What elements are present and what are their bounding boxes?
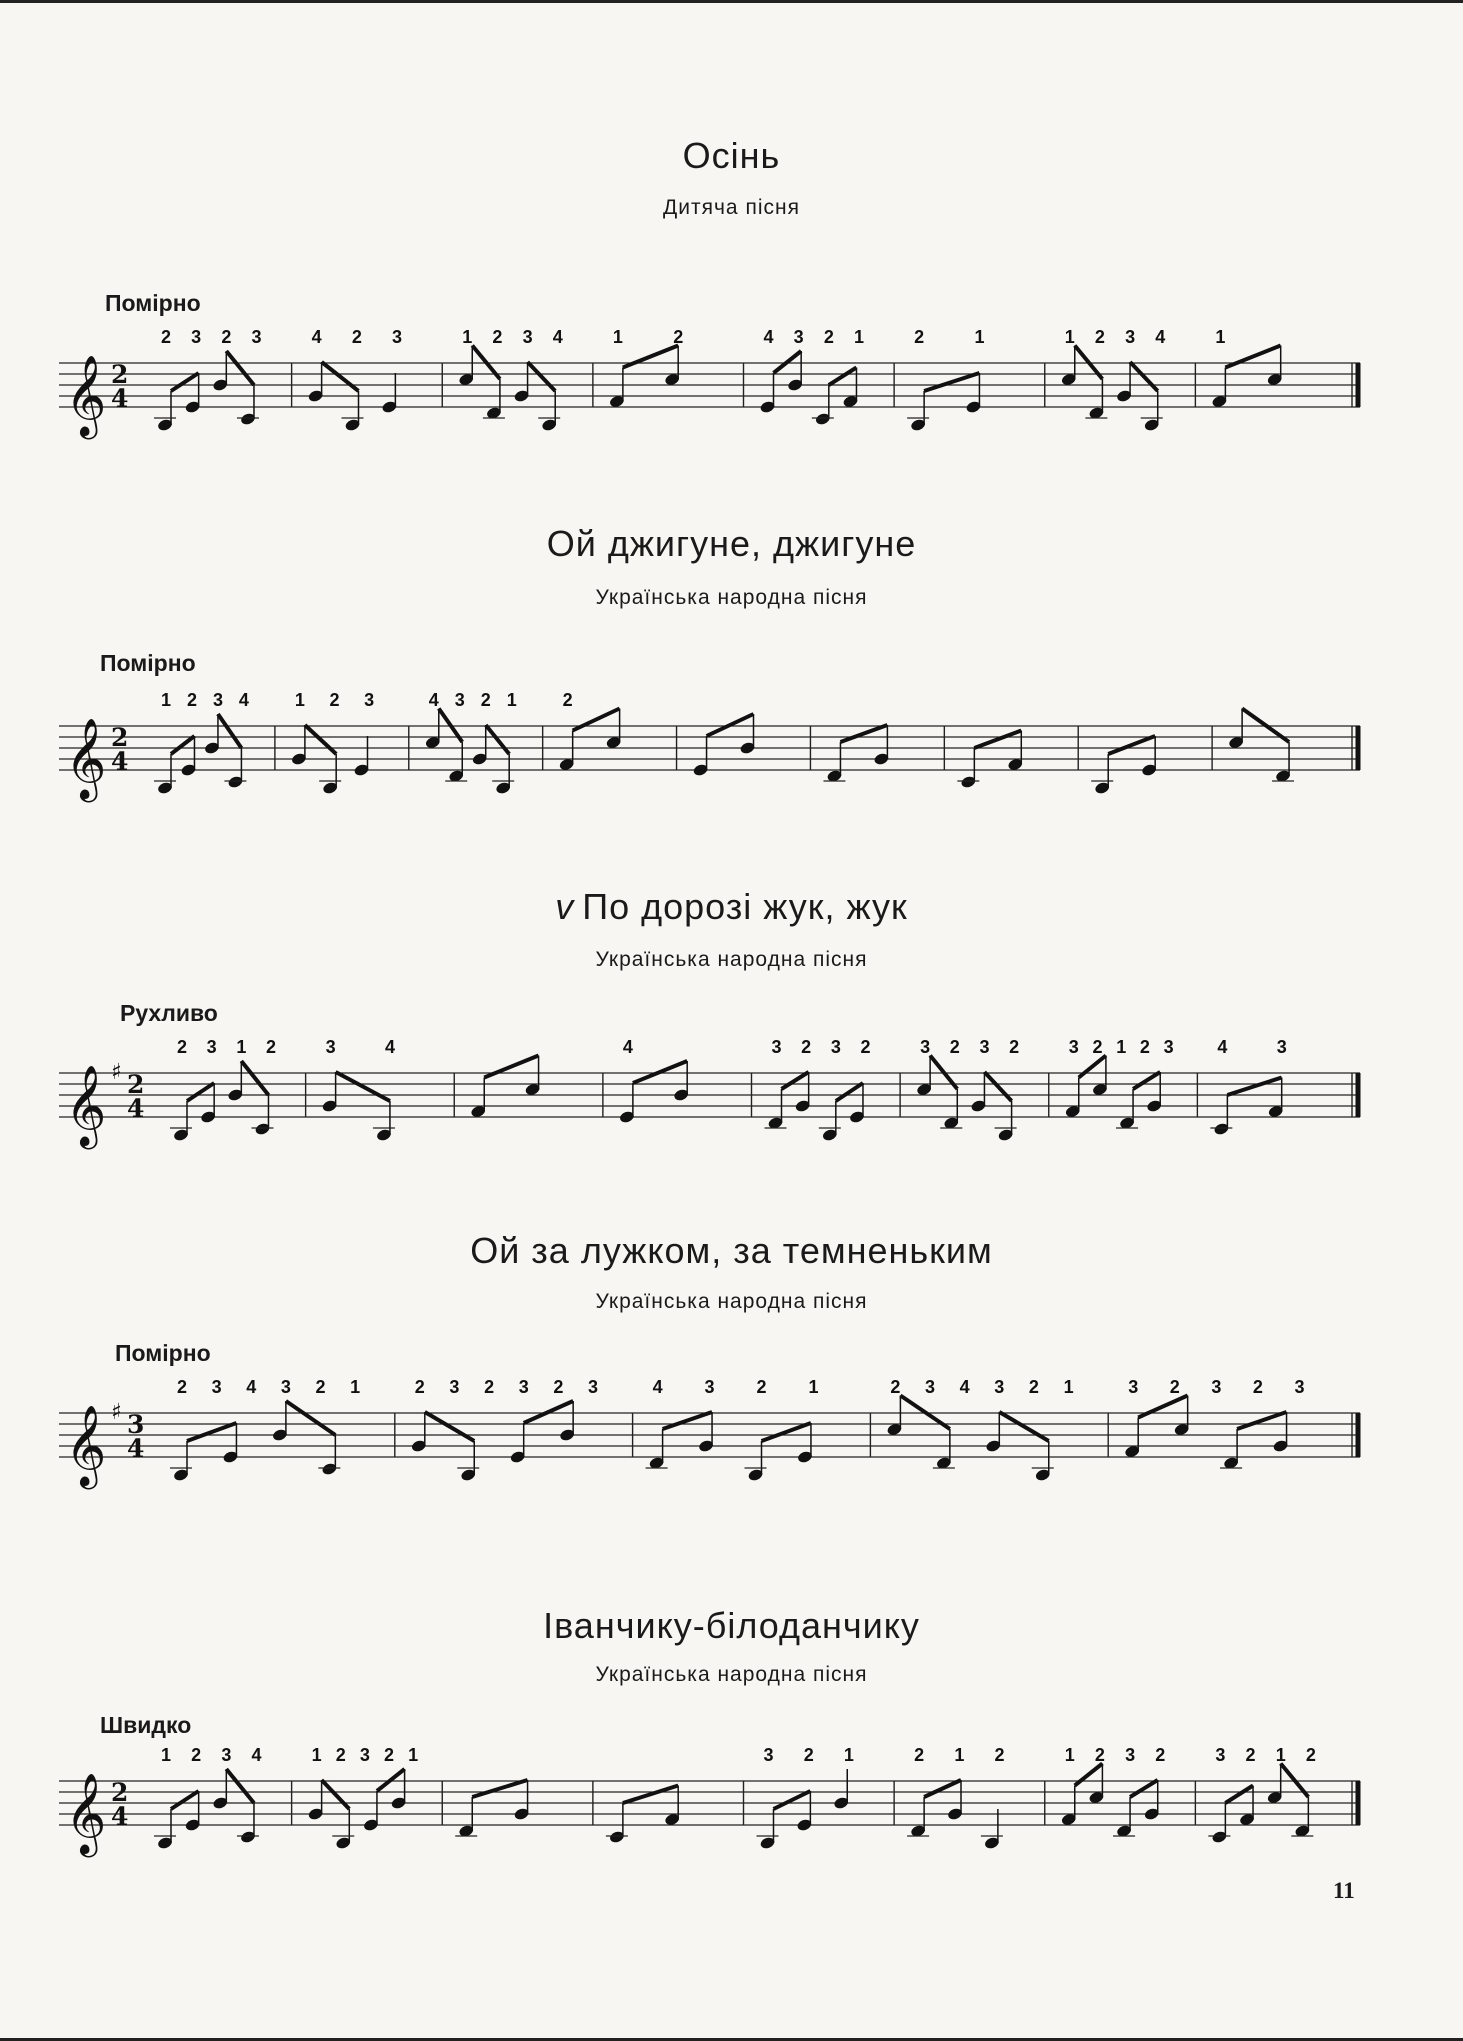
- fingering-number: 3: [920, 1037, 931, 1057]
- beam: [528, 362, 556, 391]
- beam: [425, 1412, 474, 1441]
- fingering-number: 4: [428, 690, 439, 710]
- fingering-number: 2: [492, 327, 503, 347]
- beam: [774, 351, 802, 373]
- music-staff: [55, 1355, 1375, 1495]
- fingering-number: 2: [1245, 1745, 1256, 1765]
- beam: [171, 736, 194, 754]
- beam: [171, 373, 199, 391]
- fingering-number: 1: [954, 1745, 965, 1765]
- fingering-number: 3: [925, 1377, 936, 1397]
- fingering-number: 1: [311, 1745, 322, 1765]
- fingering-number: 2: [335, 1745, 346, 1765]
- fingering-number: 3: [1211, 1377, 1222, 1397]
- fingering-number: 3: [392, 327, 403, 347]
- fingering-number: 2: [191, 1745, 202, 1765]
- time-signature: 2: [111, 360, 129, 389]
- fingering-number: 1: [408, 1745, 419, 1765]
- time-signature: 4: [111, 384, 129, 413]
- fingering-number: 2: [914, 1745, 925, 1765]
- treble-clef-icon: 𝄞: [65, 1404, 107, 1486]
- fingering-number: 1: [808, 1377, 819, 1397]
- beam: [573, 709, 620, 731]
- beam: [226, 1769, 254, 1803]
- beam: [286, 1401, 335, 1435]
- fingering-number: 3: [518, 1377, 529, 1397]
- fingering-number: 2: [1094, 327, 1105, 347]
- song-title: v По дорозі жук, жук: [555, 886, 908, 927]
- fingering-number: 1: [161, 690, 172, 710]
- fingering-number: 2: [265, 1037, 276, 1057]
- beam: [984, 1072, 1011, 1101]
- fingering-number: 3: [994, 1377, 1005, 1397]
- beam: [486, 725, 509, 754]
- fingering-number: 2: [1009, 1037, 1020, 1057]
- treble-clef-icon: 𝄞: [65, 717, 107, 799]
- fingering-number: 1: [843, 1745, 854, 1765]
- fingering-number: 4: [763, 327, 774, 347]
- fingering-number: 2: [553, 1377, 564, 1397]
- time-signature: 2: [111, 1778, 129, 1807]
- beam: [707, 714, 754, 736]
- beam: [377, 1769, 405, 1791]
- fingering-number: 1: [1064, 1745, 1075, 1765]
- beam: [322, 362, 359, 391]
- treble-clef-icon: 𝄞: [65, 1064, 107, 1146]
- fingering-number: 3: [830, 1037, 841, 1057]
- beam: [187, 1423, 236, 1441]
- fingering-number: 2: [803, 1745, 814, 1765]
- song-subtitle: Українська народна пісня: [595, 1290, 868, 1313]
- time-signature: 4: [127, 1094, 145, 1123]
- fingering-number: 3: [771, 1037, 782, 1057]
- time-signature: 3: [127, 1410, 145, 1439]
- beam: [1075, 1764, 1103, 1786]
- beam: [762, 1423, 811, 1441]
- fingering-number: 2: [1305, 1745, 1316, 1765]
- music-staff: [55, 1015, 1375, 1155]
- beam: [999, 1412, 1048, 1441]
- music-staff: [55, 305, 1375, 445]
- fingering-number: 1: [1064, 327, 1075, 347]
- song-title: Ой за лужком, за темненьким: [470, 1230, 993, 1271]
- fingering-number: 2: [484, 1377, 495, 1397]
- beam: [840, 725, 887, 742]
- fingering-number: 1: [506, 690, 517, 710]
- fingering-number: 4: [1217, 1037, 1228, 1057]
- fingering-number: 2: [414, 1377, 425, 1397]
- fingering-number: 2: [1155, 1745, 1166, 1765]
- fingering-number: 2: [186, 690, 197, 710]
- beam: [623, 346, 678, 368]
- time-signature: 4: [127, 1434, 145, 1463]
- beam: [774, 1791, 811, 1809]
- fingering-number: 2: [1092, 1037, 1103, 1057]
- beam: [1225, 346, 1280, 368]
- song-subtitle: Українська народна пісня: [595, 586, 868, 609]
- beam: [924, 1780, 961, 1797]
- fingering-number: 2: [756, 1377, 767, 1397]
- beam: [836, 1083, 863, 1101]
- beam: [1237, 1412, 1286, 1429]
- fingering-number: 3: [1125, 327, 1136, 347]
- fingering-number: 1: [462, 327, 473, 347]
- beam: [1130, 1780, 1158, 1797]
- tempo-marking: Рухливо: [120, 1000, 218, 1026]
- time-signature: 2: [111, 723, 129, 752]
- fingering-number: 3: [449, 1377, 460, 1397]
- fingering-number: 2: [994, 1745, 1005, 1765]
- song-subtitle: Українська народна пісня: [595, 948, 868, 971]
- song-subtitle: Українська народна пісня: [595, 1663, 868, 1686]
- fingering-number: 3: [211, 1377, 222, 1397]
- tempo-marking: Помірно: [115, 1340, 211, 1366]
- tempo-marking: Швидко: [100, 1712, 192, 1738]
- fingering-number: 2: [1169, 1377, 1180, 1397]
- fingering-number: 2: [890, 1377, 901, 1397]
- fingering-number: 2: [1094, 1745, 1105, 1765]
- song-title: Осінь: [682, 135, 781, 176]
- fingering-number: 1: [1275, 1745, 1286, 1765]
- song-title: Ой джигуне, джигуне: [546, 523, 917, 564]
- beam: [633, 1061, 687, 1083]
- fingering-number: 3: [221, 1745, 232, 1765]
- fingering-number: 3: [325, 1037, 336, 1057]
- tempo-marking: Помірно: [105, 290, 201, 316]
- fingering-number: 2: [949, 1037, 960, 1057]
- beam: [782, 1072, 809, 1089]
- fingering-number: 3: [212, 690, 223, 710]
- fingering-number: 4: [622, 1037, 633, 1057]
- beam: [305, 725, 336, 754]
- beam: [623, 1786, 678, 1804]
- fingering-number: 2: [673, 327, 684, 347]
- fingering-number: 2: [161, 327, 172, 347]
- beam: [1130, 362, 1158, 391]
- fingering-number: 2: [315, 1377, 326, 1397]
- fingering-number: 4: [246, 1377, 257, 1397]
- fingering-number: 3: [359, 1745, 370, 1765]
- beam: [1225, 1786, 1253, 1804]
- time-signature: 4: [111, 747, 129, 776]
- treble-clef-icon: 𝄞: [65, 354, 107, 436]
- fingering-number: 3: [191, 327, 202, 347]
- fingering-number: 3: [522, 327, 533, 347]
- fingering-number: 3: [587, 1377, 598, 1397]
- fingering-number: 3: [1276, 1037, 1287, 1057]
- fingering-number: 1: [294, 690, 305, 710]
- fingering-number: 1: [161, 1745, 172, 1765]
- fingering-number: 3: [1163, 1037, 1174, 1057]
- time-signature: 4: [111, 1802, 129, 1831]
- beam: [187, 1083, 214, 1101]
- tempo-marking: Помірно: [100, 650, 196, 676]
- fingering-number: 3: [364, 690, 375, 710]
- treble-clef-icon: 𝄞: [65, 1772, 107, 1854]
- beam: [322, 1780, 350, 1809]
- fingering-number: 3: [454, 690, 465, 710]
- page-number: 11: [1333, 1878, 1355, 1903]
- beam: [336, 1072, 390, 1101]
- time-signature: 2: [127, 1070, 145, 1099]
- fingering-number: 2: [1252, 1377, 1263, 1397]
- fingering-number: 3: [206, 1037, 217, 1057]
- fingering-number: 1: [1116, 1037, 1127, 1057]
- fingering-number: 4: [652, 1377, 663, 1397]
- fingering-number: 2: [221, 327, 232, 347]
- fingering-number: 4: [251, 1745, 262, 1765]
- fingering-number: 2: [914, 327, 925, 347]
- song-title: Іванчику-білоданчику: [543, 1605, 920, 1646]
- beam: [484, 1056, 538, 1078]
- beam: [472, 1780, 527, 1797]
- fingering-number: 1: [1215, 327, 1226, 347]
- fingering-number: 1: [853, 327, 864, 347]
- fingering-number: 2: [177, 1037, 188, 1057]
- fingering-number: 2: [860, 1037, 871, 1057]
- fingering-number: 3: [251, 327, 262, 347]
- sharp-icon: ♯: [111, 1400, 122, 1425]
- beam: [226, 351, 254, 385]
- fingering-number: 1: [350, 1377, 361, 1397]
- fingering-number: 3: [793, 327, 804, 347]
- checkmark: v: [555, 886, 575, 927]
- fingering-number: 4: [238, 690, 249, 710]
- fingering-number: 3: [1068, 1037, 1079, 1057]
- fingering-number: 2: [177, 1377, 188, 1397]
- fingering-number: 3: [979, 1037, 990, 1057]
- fingering-number: 2: [823, 327, 834, 347]
- fingering-number: 1: [1063, 1377, 1074, 1397]
- fingering-number: 2: [480, 690, 491, 710]
- fingering-number: 4: [552, 327, 563, 347]
- fingering-number: 1: [974, 327, 985, 347]
- fingering-number: 3: [763, 1745, 774, 1765]
- song-subtitle: Дитяча пісня: [663, 196, 800, 219]
- music-staff: [55, 668, 1375, 808]
- fingering-number: 2: [1028, 1377, 1039, 1397]
- beam: [1227, 1078, 1281, 1096]
- fingering-number: 3: [280, 1377, 291, 1397]
- fingering-number: 3: [1128, 1377, 1139, 1397]
- beam: [218, 714, 241, 748]
- fingering-number: 2: [329, 690, 340, 710]
- fingering-number: 2: [1139, 1037, 1150, 1057]
- beam: [1133, 1072, 1160, 1089]
- beam: [829, 368, 857, 386]
- beam: [1138, 1396, 1187, 1418]
- fingering-number: 4: [384, 1037, 395, 1057]
- beam: [1108, 736, 1155, 754]
- fingering-number: 2: [801, 1037, 812, 1057]
- music-staff: [55, 1723, 1375, 1863]
- sharp-icon: ♯: [111, 1060, 122, 1085]
- beam: [524, 1401, 573, 1423]
- beam: [241, 1061, 268, 1095]
- fingering-number: 2: [351, 327, 362, 347]
- fingering-number: 3: [1125, 1745, 1136, 1765]
- fingering-number: 3: [704, 1377, 715, 1397]
- beam: [663, 1412, 712, 1429]
- top-page-edge: [0, 0, 1463, 3]
- beam: [171, 1791, 199, 1809]
- fingering-number: 1: [612, 327, 623, 347]
- fingering-number: 3: [1294, 1377, 1305, 1397]
- fingering-number: 2: [384, 1745, 395, 1765]
- fingering-number: 2: [562, 690, 573, 710]
- fingering-number: 4: [1155, 327, 1166, 347]
- fingering-number: 3: [1215, 1745, 1226, 1765]
- beam: [974, 731, 1021, 749]
- beam: [1079, 1056, 1106, 1078]
- fingering-number: 4: [959, 1377, 970, 1397]
- beam: [924, 373, 979, 391]
- fingering-number: 1: [236, 1037, 247, 1057]
- fingering-number: 4: [311, 327, 322, 347]
